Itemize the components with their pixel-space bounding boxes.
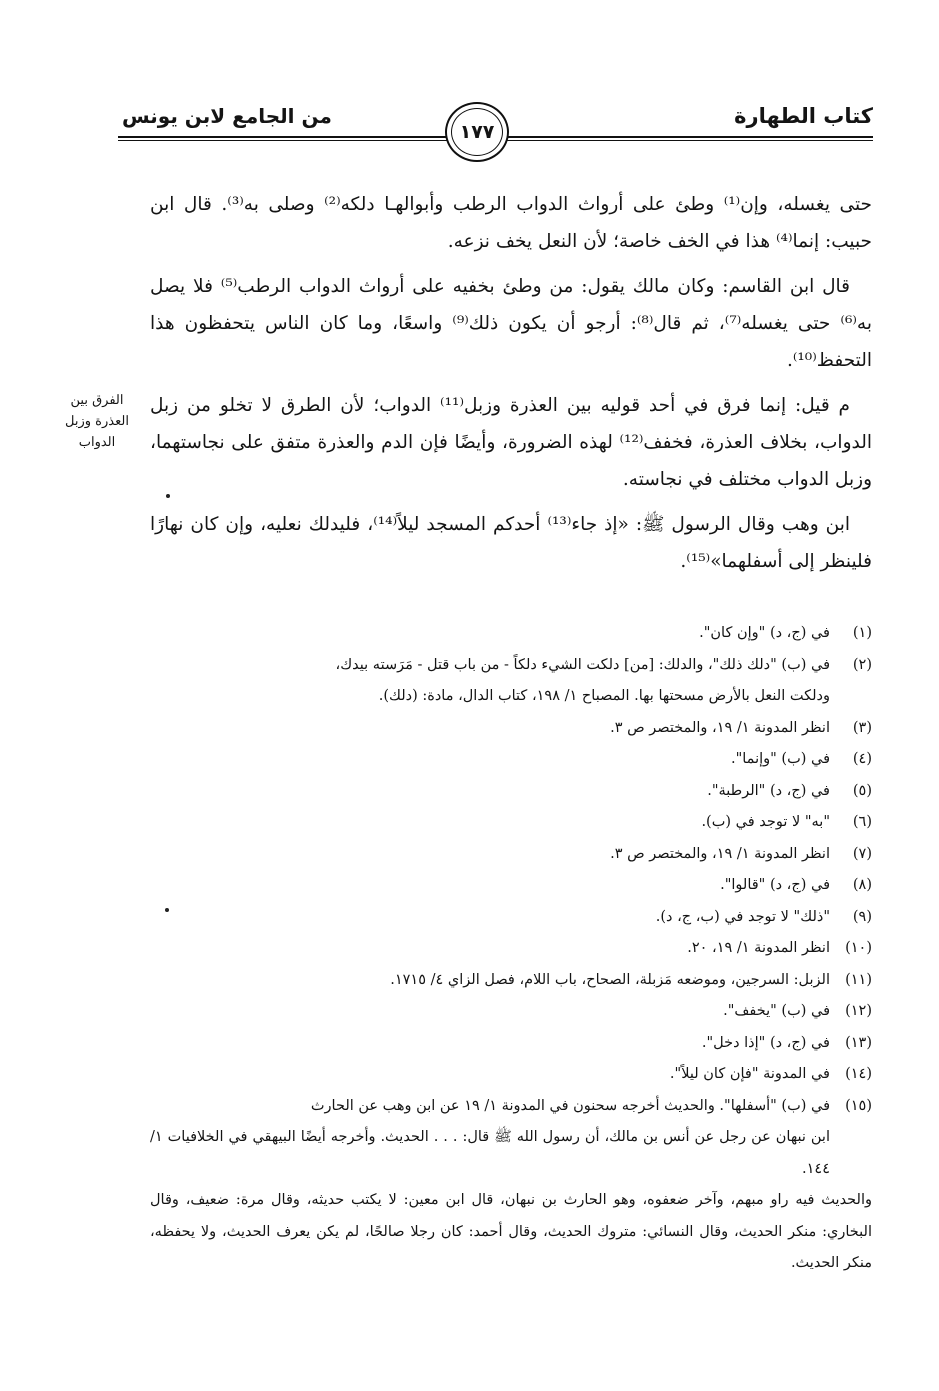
footnote — [150, 839, 872, 871]
footnote-continuation: ابن نبهان عن رجل عن أنس بن مالك، أن رسول الله ﷺ قال: . . . الحديث. وأخرجه أيضًا البيهقي في الخلافيات ١/ ١٤٤. — [150, 1129, 830, 1177]
ink-speck — [166, 494, 170, 498]
footnote-text: انظر المدونة ١/ ١٩، والمختصر ص ٣. — [610, 845, 830, 862]
footnote-number: (١٢) — [845, 1003, 872, 1019]
footnote-text: في (ج، د) "إذا دخل". — [701, 1034, 830, 1051]
paragraph: م قيل: إنما فرق في أحد قوليه بين العذرة وزبل⁽¹¹⁾ الدواب؛ لأن الطرق لا تخلو من زبل الدواب، بخلاف العذرة، فخفف⁽¹²⁾ لهذه الضرورة، وأيضًا فإن الدم والعذرة متفق على نجاستهما، وزبل الدواب مختلف في نجاسته. — [150, 395, 872, 490]
footnote — [150, 996, 872, 1028]
footnote-number: (١٤) — [845, 1066, 872, 1082]
running-header — [118, 98, 873, 168]
page-number-badge — [445, 102, 509, 162]
footnote — [150, 650, 872, 682]
footnote-number: (١٣) — [845, 1034, 872, 1051]
footnote — [150, 618, 872, 650]
paragraph: حتى يغسله، وإن⁽¹⁾ وطئ على أرواث الدواب الرطب وأبوالهـا دلكه⁽²⁾ وصلى به⁽³⁾. قال ابن حبيب: إنما⁽⁴⁾ هذا في الخف خاصة؛ لأن النعل يخف نزعه. — [150, 194, 872, 252]
section-title: كتاب الطهارة — [734, 104, 873, 128]
footnote — [150, 870, 872, 902]
footnote-text: في (ب) "أسفلها". والحديث أخرجه سحنون في المدونة ١/ ١٩ عن ابن وهب عن الحارث — [310, 1097, 830, 1114]
footnote-number: (٩) — [852, 908, 872, 925]
book-title: من الجامع لابن يونس — [122, 104, 332, 128]
footnote — [150, 1028, 872, 1060]
footnote-text: في (ب) "وإنما". — [730, 751, 830, 767]
footnote-number: (١٠) — [845, 940, 872, 956]
footnotes — [150, 618, 872, 1280]
footnote — [150, 965, 872, 997]
footnote-text: الزبل: السرجين، وموضعه مَزبلة، الصحاح، باب اللام، فصل الزاي ٤/ ١٧١٥. — [390, 971, 830, 988]
footnote-number: (١) — [852, 625, 872, 641]
footnote-commentary: والحديث فيه راو مبهم، وآخر ضعفوه، وهو الحارث بن نبهان، قال ابن معين: لا يكتب حديثه، وقال مرة: ضعيف، وقال البخاري: منكر الحديث، وقال النسائي: متروك الحديث، وقال أحمد: كان رجلا صالحًا، لم يكن يعرف الحديث، ولا يحفظه، منكر الحديث. — [150, 1192, 872, 1271]
footnote-text: في (ج، د) "وإن كان". — [699, 625, 830, 641]
footnote-text: في (ج، د) "الرطبة". — [707, 782, 830, 799]
main-text — [150, 186, 872, 588]
footnote-text: انظر المدونة ١/ ١٩، ٢٠. — [687, 940, 830, 956]
paragraph: قال ابن القاسم: وكان مالك يقول: من وطئ بخفيه على أرواث الدواب الرطب⁽⁵⁾ فلا يصل به⁽⁶⁾ حتى يغسله⁽⁷⁾، ثم قال⁽⁸⁾: أرجو أن يكون ذلك⁽⁹⁾ واسعًا، وما كان الناس يتحفظون هذا التحفظ⁽¹⁰⁾. — [150, 276, 872, 371]
footnote-text: في (ب) "دلك ذلك"، والدلك: [من] دلكت الشيء دلكاً - من باب قتل - مَرَسته بيدك، — [335, 656, 830, 673]
footnote-number: (١١) — [845, 971, 872, 988]
footnote — [150, 713, 872, 745]
footnote-continuation: ودلكت النعل بالأرض مسحتها بها. المصباح ١/ ١٩٨، كتاب الدال، مادة: (دلك). — [378, 688, 830, 704]
footnote-number: (٧) — [852, 845, 872, 862]
paragraph: ابن وهب وقال الرسول ﷺ: «إذ جاء⁽¹³⁾ أحدكم المسجد ليلاً⁽¹⁴⁾، فليدلك نعليه، وإن كان نهارًا فلينظر إلى أسفلهما»⁽¹⁵⁾. — [150, 514, 872, 572]
footnote-number: (٨) — [852, 877, 872, 893]
footnote-number: (٦) — [852, 814, 872, 830]
footnote — [150, 776, 872, 808]
footnote-text: في المدونة "فإن كان ليلاً". — [669, 1066, 830, 1082]
margin-note: الفرق بين العذرة وزبل الدواب — [65, 393, 129, 450]
footnote — [150, 933, 872, 965]
footnote-text: في (ب) "يخفف". — [723, 1003, 830, 1019]
footnote-number: (٥) — [852, 782, 872, 799]
footnote-number: (٤) — [852, 751, 872, 767]
footnote-number: (٣) — [852, 719, 872, 736]
page-number: ١٧٧ — [459, 121, 495, 143]
footnote-text: "ذلك" لا توجد في (ب، ج، د). — [655, 908, 830, 925]
footnote — [150, 1059, 872, 1091]
footnote-number: (١٥) — [845, 1097, 872, 1114]
footnote-text: "به" لا توجد في (ب). — [701, 814, 830, 830]
footnote-text: انظر المدونة ١/ ١٩، والمختصر ص ٣. — [610, 719, 830, 736]
footnote-text: في (ج، د) "قالوا". — [720, 877, 830, 893]
footnote — [150, 744, 872, 776]
footnote — [150, 902, 872, 934]
footnote-number: (٢) — [852, 656, 872, 673]
footnote — [150, 807, 872, 839]
footnote — [150, 1091, 872, 1123]
